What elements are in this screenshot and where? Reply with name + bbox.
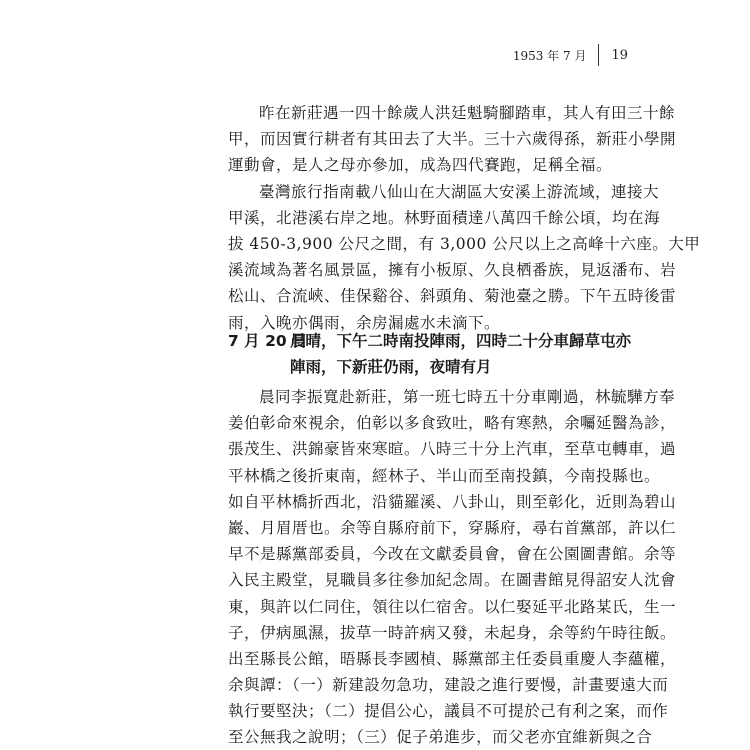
text-line: 早不是縣黨部委員，今改在文獻委員會，會在公園圖書館。余等 <box>228 545 677 564</box>
entry-date: 7 月 20 日 <box>228 332 308 350</box>
text-line: 臺灣旅行指南載八仙山在大湖區大安溪上游流域，連接大 <box>259 182 660 201</box>
text-line: 張茂生、洪錦豪皆來寒暄。八時三十分上汽車，至草屯轉車，過 <box>228 440 677 459</box>
text-line: 至公無我之說明；（三）促子弟進步，而父老亦宜維新與之合 <box>228 728 653 747</box>
text-line: 東，與許以仁同住，領往以仁宿舍。以仁娶延平北路某氏，生一 <box>228 597 677 616</box>
text-line: 運動會，是人之母亦參加，成為四代賽跑，足稱全福。 <box>228 156 613 175</box>
text-line: 晨同李振寬赴新莊，第一班七時五十分車剛過，林毓驊方奉 <box>259 388 676 406</box>
text-line: 雨，入晚亦偶雨，余房漏處水未滴下。 <box>228 313 501 332</box>
text-line: 子，伊病風濕，拔草一時許病又發，未起身，余等約午時往飯。 <box>228 623 677 642</box>
running-head <box>513 44 628 66</box>
text-line: 姜伯彰命來視余，伯彰以多食致吐，略有寒熱，余囑延醫為診， <box>228 414 677 433</box>
text-line: 巖、月眉厝也。余等自縣府前下，穿縣府，尋右首黨部，許以仁 <box>228 518 677 537</box>
text-line: 執行要堅決；（二）提倡公心，議員不可提於己有利之案，而作 <box>228 702 669 721</box>
body-text-top <box>228 100 701 336</box>
text-line: 平林橋之後折東南，經林子、半山而至南投鎮，今南投縣也。 <box>228 466 661 485</box>
text-line: 出至縣長公館，晤縣長李國楨、縣黨部主任委員重慶人李蘊權， <box>228 649 677 668</box>
text-line: 余與譚：（一）新建設勿急功，建設之進行要慢，計畫要遠大而 <box>228 676 669 695</box>
entry-weather-line: 陣雨，下新莊仍雨，夜晴有月 <box>290 358 492 376</box>
text-line: 松山、合流峽、佳保谿谷、斜頭角、菊池臺之勝。下午五時後雷 <box>228 287 677 306</box>
entry-weather-line: 晨晴，下午二時南投陣雨，四時二十分車歸草屯亦 <box>290 332 632 350</box>
text-line: 入民主殿堂，見職員多往參加紀念周。在圖書館見得詔安人沈會 <box>228 571 677 590</box>
running-head-title: 1953 年 7 月 <box>512 48 587 63</box>
text-line: 拔 450-3,900 公尺之間，有 3,000 公尺以上之高峰十六座。大甲 <box>228 234 701 253</box>
page-number: 19 <box>611 47 628 63</box>
text-line: 昨在新莊遇一四十餘歲人洪廷魁騎腳踏車，其人有田三十餘 <box>259 104 676 122</box>
text-line: 甲溪，北港溪右岸之地。林野面積達八萬四千餘公頃，均在海 <box>228 208 661 227</box>
text-line: 溪流域為著名風景區，擁有小板原、久良栖番族，見返潘布、岩 <box>228 261 677 280</box>
text-line: 甲，而因實行耕者有其田去了大半。三十六歲得孫，新莊小學開 <box>228 130 677 149</box>
text-line: 如自平林橋折西北，沿貓羅溪、八卦山，則至彰化，近則為碧山 <box>228 492 677 511</box>
body-text-bottom <box>228 384 677 750</box>
diary-entry-heading <box>228 328 632 380</box>
